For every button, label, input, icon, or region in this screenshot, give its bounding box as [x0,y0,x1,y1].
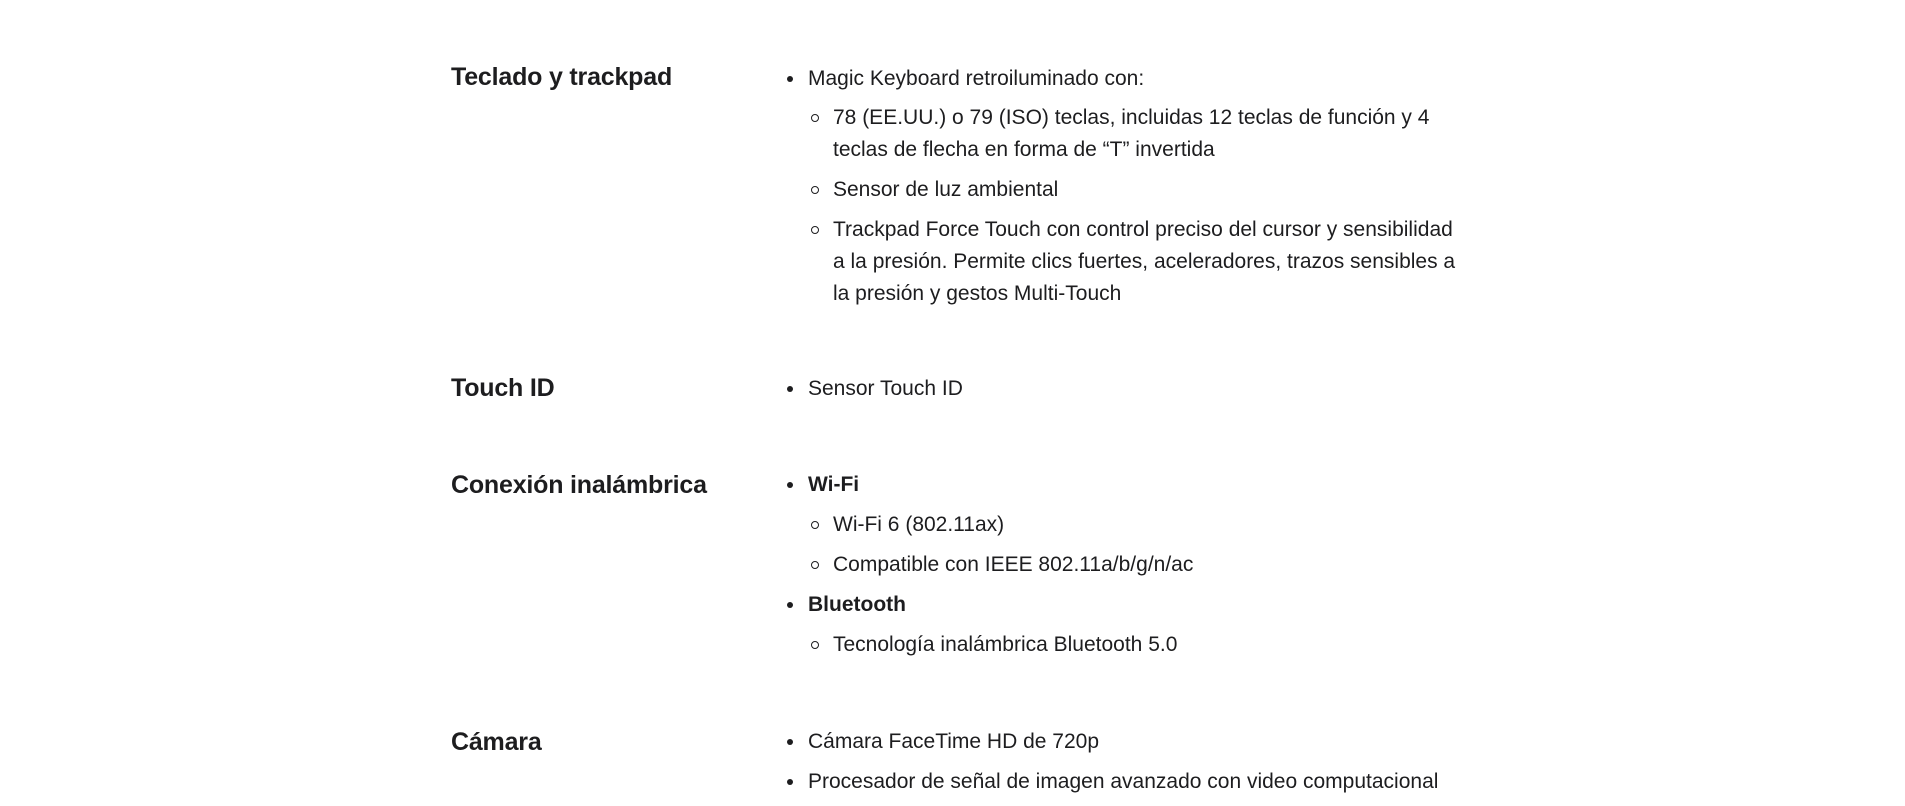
list-item [808,589,1508,661]
bullet-dot-icon [787,602,793,608]
list-item [808,63,1508,310]
sub-list-item-text: Wi-Fi 6 (802.11ax) [833,513,1005,536]
bullet-circle-icon [811,521,819,529]
sub-list [808,102,1458,310]
bullet-dot-icon [787,779,793,785]
bullet-circle-icon [811,641,819,649]
list-item-text: Procesador de señal de imagen avanzado con video computacional [808,770,1439,793]
list-item-text: Magic Keyboard retroiluminado con: [808,67,1145,90]
sub-list-item-text: Compatible con IEEE 802.11a/b/g/n/ac [833,553,1194,576]
bullet-circle-icon [811,186,819,194]
spec-list [808,373,1508,413]
sub-list [808,509,1508,581]
section-heading: Touch ID [451,374,555,402]
sub-list-item-text: 78 (EE.UU.) o 79 (ISO) teclas, incluidas 12 teclas de función y 4 teclas de flecha en forma de “T” invertida [833,106,1430,161]
spec-list [808,63,1508,318]
sub-list-item [808,509,1508,541]
bullet-dot-icon [787,739,793,745]
list-item [808,766,1508,798]
section-heading: Cámara [451,728,542,756]
bullet-dot-icon [787,482,793,488]
list-item-text: Wi-Fi [808,473,860,496]
sub-list-item [808,174,1458,206]
list-item-text: Cámara FaceTime HD de 720p [808,730,1100,753]
spec-list [808,726,1508,806]
bullet-circle-icon [811,114,819,122]
sub-list-item-text: Trackpad Force Touch con control preciso del cursor y sensibilidad a la presión. Permite clics fuertes, aceleradores, trazos sensibles a la presión y gestos Multi-Touch [833,218,1456,305]
bullet-circle-icon [811,561,819,569]
sub-list-item [808,629,1508,661]
list-item-text: Bluetooth [808,593,906,616]
sub-list-item-text: Tecnología inalámbrica Bluetooth 5.0 [833,633,1178,656]
bullet-dot-icon [787,76,793,82]
section-heading: Teclado y trackpad [451,63,673,91]
sub-list-item [808,102,1458,166]
section-heading: Conexión inalámbrica [451,471,707,499]
bullet-dot-icon [787,386,793,392]
list-item [808,726,1508,758]
sub-list [808,629,1508,661]
list-item [808,373,1508,405]
list-item [808,469,1508,581]
sub-list-item-text: Sensor de luz ambiental [833,178,1059,201]
sub-list-item [808,214,1458,310]
bullet-circle-icon [811,226,819,234]
list-item-text: Sensor Touch ID [808,377,963,400]
sub-list-item [808,549,1508,581]
spec-list [808,469,1508,669]
